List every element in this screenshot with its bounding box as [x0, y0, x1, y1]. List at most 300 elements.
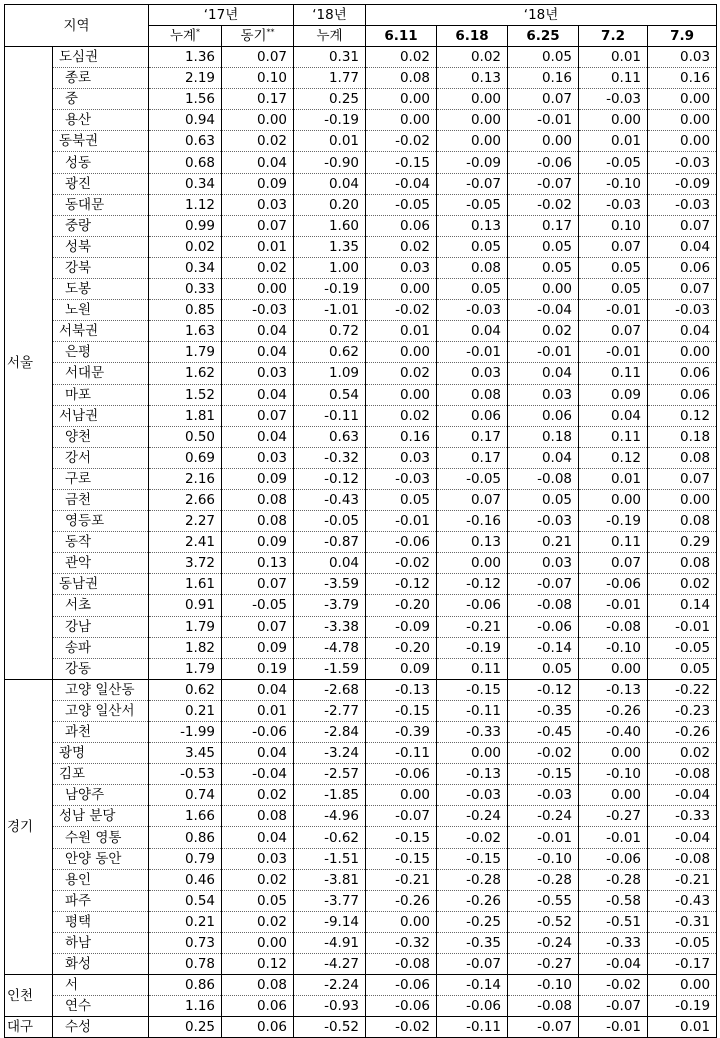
value-cell: 0.03	[508, 384, 579, 405]
value-cell: -0.05	[648, 932, 717, 953]
region-cell: 중랑	[53, 215, 149, 236]
table-row	[5, 595, 717, 616]
value-cell: 0.08	[648, 511, 717, 532]
value-cell: -0.55	[508, 890, 579, 911]
value-cell: 0.06	[648, 384, 717, 405]
region-cell: 서대문	[53, 363, 149, 384]
value-cell: -0.15	[437, 848, 508, 869]
value-cell: 0.03	[437, 363, 508, 384]
value-cell: -3.59	[294, 574, 366, 595]
value-cell: -0.11	[437, 700, 508, 721]
table-row	[5, 342, 717, 363]
value-cell: -0.35	[508, 700, 579, 721]
value-cell: 0.08	[222, 489, 294, 510]
value-cell: 0.25	[294, 89, 366, 110]
value-cell: 0.00	[437, 131, 508, 152]
region-cell: 영등포	[53, 511, 149, 532]
value-cell: -0.19	[579, 511, 648, 532]
region-cell: 관악	[53, 553, 149, 574]
value-cell: -0.19	[648, 996, 717, 1017]
value-cell: 0.05	[222, 890, 294, 911]
value-cell: 0.25	[149, 1017, 222, 1038]
value-cell: -0.20	[366, 595, 437, 616]
value-cell: -0.06	[366, 996, 437, 1017]
table-row	[5, 869, 717, 890]
value-cell: -0.52	[294, 1017, 366, 1038]
value-cell: 0.54	[294, 384, 366, 405]
value-cell: 0.34	[149, 173, 222, 194]
value-cell: -0.32	[366, 932, 437, 953]
value-cell: 0.02	[366, 47, 437, 68]
table-body	[5, 47, 717, 1038]
value-cell: 0.07	[579, 321, 648, 342]
value-cell: -0.08	[648, 764, 717, 785]
value-cell: -0.13	[437, 764, 508, 785]
value-cell: 0.13	[222, 553, 294, 574]
region-cell: 평택	[53, 911, 149, 932]
value-cell: -0.26	[366, 890, 437, 911]
value-cell: 0.19	[222, 658, 294, 679]
value-cell: -0.03	[437, 785, 508, 806]
table-row	[5, 827, 717, 848]
region-cell: 안양 동안	[53, 848, 149, 869]
value-cell: 0.13	[437, 532, 508, 553]
value-cell: 0.07	[579, 236, 648, 257]
value-cell: -0.12	[508, 679, 579, 700]
region-cell: 동대문	[53, 194, 149, 215]
value-cell: 0.00	[222, 932, 294, 953]
table-row	[5, 700, 717, 721]
value-cell: 1.12	[149, 194, 222, 215]
value-cell: -0.02	[508, 194, 579, 215]
value-cell: 1.79	[149, 616, 222, 637]
value-cell: 0.10	[579, 215, 648, 236]
value-cell: 0.33	[149, 279, 222, 300]
value-cell: 0.74	[149, 785, 222, 806]
value-cell: -0.14	[437, 975, 508, 996]
value-cell: 0.02	[366, 236, 437, 257]
value-cell: -0.35	[437, 932, 508, 953]
value-cell: -1.59	[294, 658, 366, 679]
table-row	[5, 173, 717, 194]
region-cell: 연수	[53, 996, 149, 1017]
value-cell: 1.81	[149, 405, 222, 426]
table-row	[5, 975, 717, 996]
value-cell: -0.26	[437, 890, 508, 911]
cum-2017-header: 누계*	[149, 26, 222, 47]
value-cell: -0.45	[508, 722, 579, 743]
value-cell: -0.05	[579, 152, 648, 173]
value-cell: -0.12	[294, 468, 366, 489]
value-cell: -0.24	[508, 806, 579, 827]
table-row	[5, 426, 717, 447]
value-cell: 0.08	[437, 384, 508, 405]
value-cell: -0.04	[648, 827, 717, 848]
value-cell: 0.09	[222, 637, 294, 658]
value-cell: -0.02	[366, 1017, 437, 1038]
value-cell: 1.56	[149, 89, 222, 110]
value-cell: 0.00	[366, 279, 437, 300]
value-cell: 0.63	[149, 131, 222, 152]
value-cell: 0.03	[222, 363, 294, 384]
value-cell: 0.31	[294, 47, 366, 68]
region-cell: 동북권	[53, 131, 149, 152]
value-cell: -0.33	[648, 806, 717, 827]
value-cell: 0.02	[222, 785, 294, 806]
value-cell: -0.01	[508, 110, 579, 131]
value-cell: 0.07	[648, 279, 717, 300]
value-cell: -0.08	[366, 954, 437, 975]
value-cell: 0.06	[222, 1017, 294, 1038]
value-cell: 0.06	[508, 405, 579, 426]
value-cell: 0.00	[648, 342, 717, 363]
value-cell: 0.07	[437, 489, 508, 510]
value-cell: -0.24	[437, 806, 508, 827]
value-cell: -0.09	[648, 173, 717, 194]
value-cell: 0.07	[508, 89, 579, 110]
value-cell: 0.78	[149, 954, 222, 975]
value-cell: -0.15	[437, 679, 508, 700]
value-cell: 0.79	[149, 848, 222, 869]
value-cell: 0.05	[508, 257, 579, 278]
value-cell: 1.36	[149, 47, 222, 68]
value-cell: 0.04	[222, 827, 294, 848]
region-cell: 고양 일산동	[53, 679, 149, 700]
table-row	[5, 321, 717, 342]
value-cell: 0.01	[366, 321, 437, 342]
value-cell: 0.07	[222, 215, 294, 236]
table-row	[5, 722, 717, 743]
value-cell: 1.79	[149, 342, 222, 363]
value-cell: -2.24	[294, 975, 366, 996]
value-cell: 0.91	[149, 595, 222, 616]
value-cell: -0.03	[366, 468, 437, 489]
value-cell: -0.51	[579, 911, 648, 932]
value-cell: -0.02	[366, 300, 437, 321]
value-cell: 1.16	[149, 996, 222, 1017]
table-row	[5, 47, 717, 68]
value-cell: 0.00	[579, 110, 648, 131]
value-cell: -0.27	[579, 806, 648, 827]
value-cell: -0.08	[648, 848, 717, 869]
value-cell: -0.43	[294, 489, 366, 510]
value-cell: -0.07	[508, 173, 579, 194]
value-cell: -0.06	[366, 975, 437, 996]
value-cell: -0.04	[648, 785, 717, 806]
value-cell: -0.31	[648, 911, 717, 932]
region-cell: 화성	[53, 954, 149, 975]
value-cell: 0.01	[294, 131, 366, 152]
table-row	[5, 89, 717, 110]
value-cell: 0.11	[437, 658, 508, 679]
value-cell: 0.00	[648, 110, 717, 131]
value-cell: 0.02	[648, 574, 717, 595]
value-cell: -2.84	[294, 722, 366, 743]
value-cell: 0.04	[508, 363, 579, 384]
region-cell: 하남	[53, 932, 149, 953]
table-row	[5, 468, 717, 489]
table-header	[5, 5, 717, 47]
value-cell: 0.04	[222, 152, 294, 173]
value-cell: 0.18	[648, 426, 717, 447]
value-cell: 0.09	[222, 468, 294, 489]
value-cell: 0.06	[648, 363, 717, 384]
value-cell: 0.04	[648, 321, 717, 342]
table-row	[5, 68, 717, 89]
value-cell: 0.09	[579, 384, 648, 405]
value-cell: 0.01	[579, 131, 648, 152]
value-cell: 0.00	[366, 110, 437, 131]
value-cell: 0.09	[366, 658, 437, 679]
table-row	[5, 131, 717, 152]
week-header: 7.2	[579, 26, 648, 47]
region-cell: 광명	[53, 743, 149, 764]
value-cell: 0.07	[579, 553, 648, 574]
value-cell: 0.11	[579, 532, 648, 553]
value-cell: 0.07	[222, 616, 294, 637]
value-cell: -0.04	[366, 173, 437, 194]
region-cell: 성북	[53, 236, 149, 257]
value-cell: 0.00	[222, 110, 294, 131]
value-cell: -0.02	[508, 743, 579, 764]
table-row	[5, 932, 717, 953]
value-cell: 2.19	[149, 68, 222, 89]
value-cell: -0.23	[648, 700, 717, 721]
value-cell: -0.21	[366, 869, 437, 890]
value-cell: -2.68	[294, 679, 366, 700]
table-row	[5, 785, 717, 806]
table-row	[5, 257, 717, 278]
value-cell: -0.02	[437, 827, 508, 848]
table-row	[5, 911, 717, 932]
value-cell: 0.12	[579, 447, 648, 468]
value-cell: 0.00	[366, 342, 437, 363]
value-cell: -0.12	[437, 574, 508, 595]
value-cell: 0.00	[579, 785, 648, 806]
value-cell: 0.08	[222, 511, 294, 532]
value-cell: -3.79	[294, 595, 366, 616]
value-cell: 0.07	[222, 405, 294, 426]
value-cell: 1.60	[294, 215, 366, 236]
table-row	[5, 574, 717, 595]
value-cell: 0.69	[149, 447, 222, 468]
table-row	[5, 152, 717, 173]
region-cell: 서초	[53, 595, 149, 616]
value-cell: 0.17	[437, 447, 508, 468]
value-cell: -2.77	[294, 700, 366, 721]
table-row	[5, 637, 717, 658]
value-cell: 0.08	[366, 68, 437, 89]
region-cell: 성남 분당	[53, 806, 149, 827]
value-cell: -0.11	[437, 1017, 508, 1038]
value-cell: 0.02	[508, 321, 579, 342]
value-cell: -0.01	[579, 827, 648, 848]
value-cell: 0.62	[149, 679, 222, 700]
region-cell: 과천	[53, 722, 149, 743]
value-cell: -0.11	[366, 743, 437, 764]
value-cell: 0.02	[366, 363, 437, 384]
year-2018-weekly-header: ‘18년	[366, 5, 717, 26]
value-cell: -0.06	[579, 848, 648, 869]
table-row	[5, 236, 717, 257]
value-cell: -0.10	[579, 637, 648, 658]
table-row	[5, 384, 717, 405]
value-cell: -0.32	[294, 447, 366, 468]
value-cell: 0.02	[149, 236, 222, 257]
value-cell: -9.14	[294, 911, 366, 932]
region-header: 지역	[5, 5, 149, 47]
value-cell: -1.51	[294, 848, 366, 869]
value-cell: -0.02	[366, 553, 437, 574]
value-cell: -0.01	[508, 342, 579, 363]
value-cell: 1.62	[149, 363, 222, 384]
value-cell: -0.12	[366, 574, 437, 595]
region-cell: 강남	[53, 616, 149, 637]
value-cell: -0.01	[579, 300, 648, 321]
value-cell: -0.21	[648, 869, 717, 890]
value-cell: -0.03	[508, 511, 579, 532]
value-cell: 3.72	[149, 553, 222, 574]
value-cell: -0.10	[579, 173, 648, 194]
value-cell: 0.04	[222, 426, 294, 447]
value-cell: -0.05	[366, 194, 437, 215]
value-cell: 0.03	[366, 257, 437, 278]
value-cell: 0.02	[648, 743, 717, 764]
value-cell: -0.17	[648, 954, 717, 975]
value-cell: 0.04	[222, 342, 294, 363]
value-cell: 1.35	[294, 236, 366, 257]
year-2017-header: ‘17년	[149, 5, 294, 26]
value-cell: 0.04	[508, 447, 579, 468]
value-cell: 0.94	[149, 110, 222, 131]
table-row	[5, 279, 717, 300]
value-cell: -1.99	[149, 722, 222, 743]
value-cell: -0.52	[508, 911, 579, 932]
value-cell: -0.03	[648, 152, 717, 173]
region-cell: 종로	[53, 68, 149, 89]
year-2018-cum-header: ‘18년	[294, 5, 366, 26]
value-cell: 0.00	[437, 110, 508, 131]
value-cell: 0.86	[149, 975, 222, 996]
value-cell: -0.26	[579, 700, 648, 721]
value-cell: 0.00	[222, 279, 294, 300]
value-cell: 0.05	[437, 279, 508, 300]
value-cell: 0.07	[648, 215, 717, 236]
week-header: 6.11	[366, 26, 437, 47]
value-cell: 0.00	[437, 743, 508, 764]
value-cell: 0.04	[437, 321, 508, 342]
value-cell: -0.06	[437, 996, 508, 1017]
region-cell: 중	[53, 89, 149, 110]
table-row	[5, 743, 717, 764]
value-cell: 0.02	[222, 131, 294, 152]
value-cell: -0.09	[366, 616, 437, 637]
value-cell: 0.16	[508, 68, 579, 89]
value-cell: 0.06	[366, 215, 437, 236]
value-cell: 0.00	[579, 743, 648, 764]
table-row	[5, 511, 717, 532]
value-cell: 1.61	[149, 574, 222, 595]
value-cell: 0.34	[149, 257, 222, 278]
value-cell: 0.11	[579, 426, 648, 447]
value-cell: 0.04	[222, 743, 294, 764]
value-cell: 0.09	[222, 532, 294, 553]
value-cell: -0.02	[366, 131, 437, 152]
table-row	[5, 890, 717, 911]
table-row	[5, 489, 717, 510]
value-cell: -0.19	[294, 110, 366, 131]
value-cell: 0.72	[294, 321, 366, 342]
value-cell: -0.05	[294, 511, 366, 532]
table-row	[5, 215, 717, 236]
value-cell: 0.54	[149, 890, 222, 911]
value-cell: -0.10	[508, 848, 579, 869]
value-cell: -0.07	[508, 574, 579, 595]
value-cell: 0.04	[294, 553, 366, 574]
value-cell: 0.46	[149, 869, 222, 890]
value-cell: -0.07	[579, 996, 648, 1017]
value-cell: 0.05	[366, 489, 437, 510]
value-cell: 0.85	[149, 300, 222, 321]
region-cell: 금천	[53, 489, 149, 510]
value-cell: 2.27	[149, 511, 222, 532]
table-row	[5, 405, 717, 426]
value-cell: 0.16	[366, 426, 437, 447]
value-cell: -2.57	[294, 764, 366, 785]
value-cell: 1.77	[294, 68, 366, 89]
value-cell: 0.07	[222, 47, 294, 68]
value-cell: -0.06	[366, 764, 437, 785]
value-cell: -0.08	[508, 468, 579, 489]
region-cell: 양천	[53, 426, 149, 447]
value-cell: 0.21	[149, 911, 222, 932]
value-cell: 0.01	[648, 1017, 717, 1038]
value-cell: 0.08	[222, 806, 294, 827]
value-cell: 0.00	[648, 489, 717, 510]
value-cell: -4.78	[294, 637, 366, 658]
value-cell: 0.73	[149, 932, 222, 953]
value-cell: -4.91	[294, 932, 366, 953]
value-cell: -0.04	[508, 300, 579, 321]
value-cell: -0.03	[437, 300, 508, 321]
value-cell: 0.02	[366, 405, 437, 426]
week-header: 7.9	[648, 26, 717, 47]
value-cell: -0.03	[222, 300, 294, 321]
value-cell: -0.13	[579, 679, 648, 700]
value-cell: 0.00	[437, 553, 508, 574]
value-cell: -0.43	[648, 890, 717, 911]
value-cell: 2.16	[149, 468, 222, 489]
value-cell: 0.00	[366, 89, 437, 110]
value-cell: -0.22	[648, 679, 717, 700]
value-cell: -0.14	[508, 637, 579, 658]
value-cell: -0.10	[579, 764, 648, 785]
value-cell: -0.39	[366, 722, 437, 743]
value-cell: -0.05	[437, 468, 508, 489]
value-cell: -0.24	[508, 932, 579, 953]
value-cell: 0.86	[149, 827, 222, 848]
table-row	[5, 553, 717, 574]
value-cell: 0.05	[508, 236, 579, 257]
value-cell: -0.93	[294, 996, 366, 1017]
region-cell: 광진	[53, 173, 149, 194]
table-row	[5, 764, 717, 785]
value-cell: 0.05	[508, 658, 579, 679]
value-cell: 0.05	[508, 47, 579, 68]
table-row	[5, 616, 717, 637]
value-cell: -0.03	[579, 194, 648, 215]
value-cell: -0.05	[648, 637, 717, 658]
